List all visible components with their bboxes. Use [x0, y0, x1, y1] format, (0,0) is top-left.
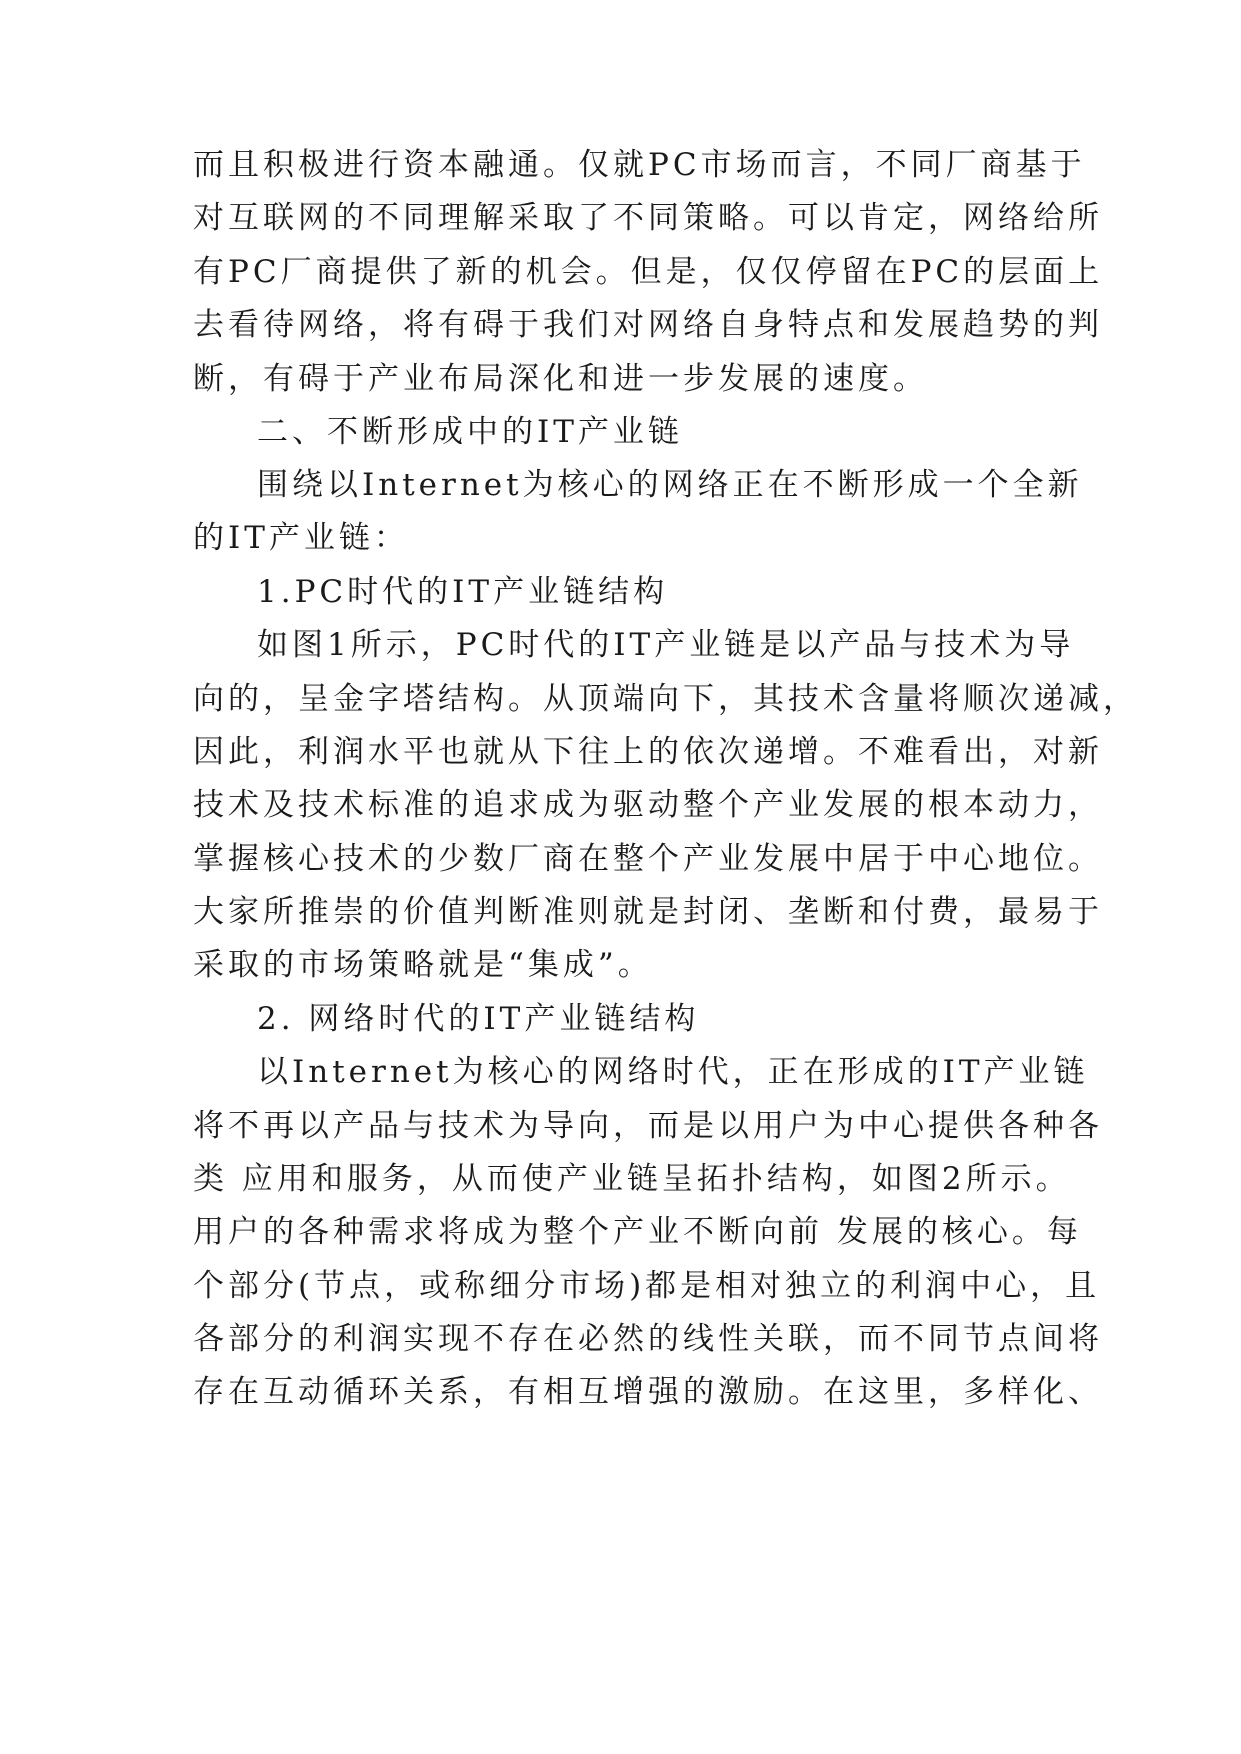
paragraph-line: 采取的市场策略就是“集成”。 [193, 947, 653, 983]
paragraph-line: 个部分(节点，或称细分市场)都是相对独立的利润中心，且 [193, 1268, 1101, 1304]
paragraph-line: 大家所推崇的价值判断准则就是封闭、垄断和付费，最易于 [193, 894, 1103, 930]
paragraph-line: 掌握核心技术的少数厂商在整个产业发展中居于中心地位。 [193, 841, 1103, 877]
paragraph-line: 类 应用和服务，从而使产业链呈拓扑结构，如图2所示。 [193, 1161, 1071, 1197]
paragraph-line: 以Internet为核心的网络时代，正在形成的IT产业链 [257, 1054, 1089, 1090]
paragraph-line: 有PC厂商提供了新的机会。但是，仅仅停留在PC的层面上 [193, 254, 1104, 290]
paragraph-line: 而且积极进行资本融通。仅就PC市场而言，不同厂商基于 [193, 147, 1086, 183]
paragraph-line: 因此，利润水平也就从下往上的依次递增。不难看出，对新 [193, 734, 1103, 770]
paragraph-line: 将不再以产品与技术为导向，而是以用户为中心提供各种各 [193, 1108, 1103, 1144]
paragraph-line: 技术及技术标准的追求成为驱动整个产业发展的根本动力， [193, 787, 1103, 823]
subsection-heading: 1.PC时代的IT产业链结构 [257, 574, 669, 610]
paragraph-line: 的IT产业链： [193, 520, 409, 556]
paragraph-line: 断，有碍于产业布局深化和进一步发展的速度。 [193, 361, 928, 397]
paragraph-line: 用户的各种需求将成为整个产业不断向前 发展的核心。每 [193, 1214, 1082, 1250]
subsection-heading: 2. 网络时代的IT产业链结构 [257, 1001, 700, 1037]
paragraph-line: 去看待网络，将有碍于我们对网络自身特点和发展趋势的判 [193, 307, 1103, 343]
paragraph-line: 向的，呈金字塔结构。从顶端向下，其技术含量将顺次递减， [193, 681, 1138, 717]
paragraph-line: 存在互动循环关系，有相互增强的激励。在这里，多样化、 [193, 1374, 1103, 1410]
section-heading: 二、不断形成中的IT产业链 [257, 414, 683, 450]
paragraph-line: 如图1所示，PC时代的IT产业链是以产品与技术为导 [257, 627, 1075, 663]
paragraph-line: 各部分的利润实现不存在必然的线性关联，而不同节点间将 [193, 1321, 1103, 1357]
paragraph-line: 围绕以Internet为核心的网络正在不断形成一个全新 [257, 467, 1083, 503]
paragraph-line: 对互联网的不同理解采取了不同策略。可以肯定，网络给所 [193, 200, 1103, 236]
